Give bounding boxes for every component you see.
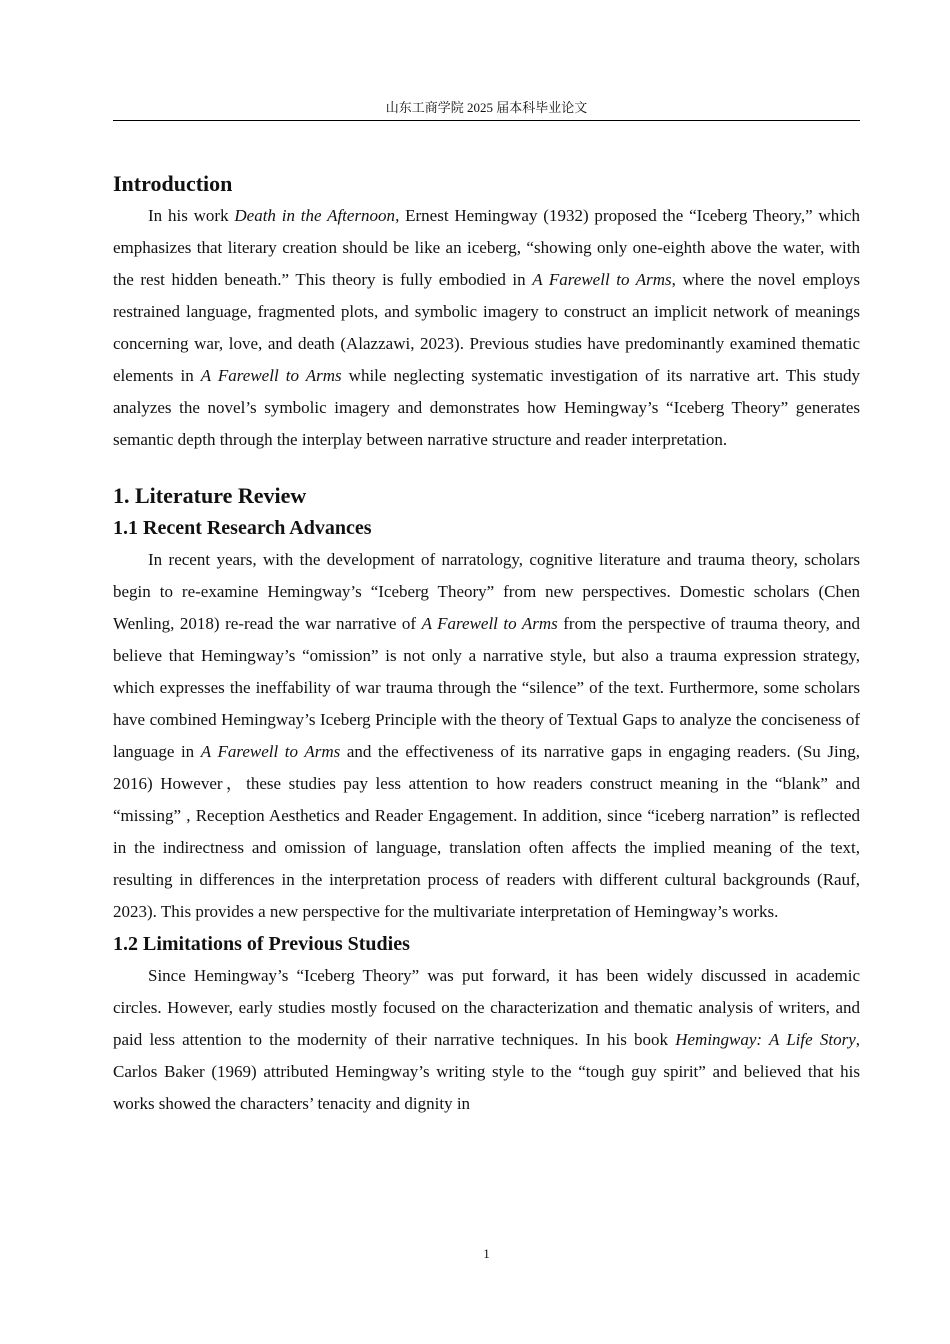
page-number: 1 xyxy=(483,1246,490,1261)
book-title: A Farewell to Arms xyxy=(200,742,341,761)
text-run: In his work xyxy=(148,206,235,225)
section-spacer xyxy=(113,456,860,480)
book-title: A Farewell to Arms xyxy=(200,366,342,385)
text-run: from the perspective of trauma theory, and believe that Hemingway’s “omission” is not only a narrative style, but also a trauma expression strategy, which expresses the ineffability of war trauma through the “silence” of the text. Furthermore, some scholars have combined Hemingway’s Iceberg Principle with the theory of Textual Gaps to analyze the conciseness of language in xyxy=(113,614,860,761)
introduction-paragraph xyxy=(113,200,860,456)
running-header: 山东工商学院 2025 届本科毕业论文 xyxy=(385,100,588,115)
recent-advances-paragraph xyxy=(113,544,860,928)
book-title: Hemingway: A Life Story xyxy=(675,1030,856,1049)
text-run: while neglecting systematic investigation of its narrative art. This study analyzes the novel’s symbolic imagery and demonstrates how Hemingway’s “Iceberg Theory” generates semantic depth through the interplay between narrative structure and reader interpretation. xyxy=(113,366,860,449)
text-run: In recent years, with the development of narratology, cognitive literature and trauma theory, scholars begin to re-examine Hemingway’s “Iceberg Theory” from new perspectives. Domestic scholars (Chen Wenling, 2018) re-read the war narrative of xyxy=(113,550,860,633)
header-rule xyxy=(113,120,860,121)
book-title: A Farewell to Arms xyxy=(532,270,672,289)
text-run: , Ernest Hemingway (1932) proposed the “Iceberg Theory,” which emphasizes that literary creation should be like an iceberg, “showing only one-eighth above the water, with the rest hidden beneath.” This theory is fully embodied in xyxy=(113,206,860,289)
page-content xyxy=(113,168,860,1120)
book-title: A Farewell to Arms xyxy=(421,614,558,633)
subsection-heading-1-1: 1.1 Recent Research Advances xyxy=(113,517,372,539)
introduction-heading: Introduction xyxy=(113,171,233,196)
literature-review-heading: 1. Literature Review xyxy=(113,483,307,508)
subsection-heading-1-2: 1.2 Limitations of Previous Studies xyxy=(113,933,410,955)
limitations-paragraph xyxy=(113,960,860,1120)
text-run: , Carlos Baker (1969) attributed Hemingway’s writing style to the “tough guy spirit” and believed that his works showed the characters’ tenacity and dignity in xyxy=(113,1030,860,1113)
book-title: Death in the Afternoon xyxy=(234,206,396,225)
text-run: Since Hemingway’s “Iceberg Theory” was put forward, it has been widely discussed in academic circles. However, early studies mostly focused on the characterization and thematic analysis of writers, and paid less attention to the modernity of their narrative techniques. In his book xyxy=(113,966,860,1049)
text-run: and the effectiveness of its narrative gaps in engaging readers. (Su Jing, 2016) However，these studies pay less attention to how readers construct meaning in the “blank” and “missing” , Reception Aesthetics and Reader Engagement. In addition, since “iceberg narration” is reflected in the indirectness and omission of language, translation often affects the implied meaning of the text, resulting in differences in the interpretation process of readers with different cultural backgrounds (Rauf, 2023). This provides a new perspective for the multivariate interpretation of Hemingway’s works. xyxy=(113,742,860,921)
text-run: , where the novel employs restrained language, fragmented plots, and symbolic imagery to construct an implicit network of meanings concerning war, love, and death (Alazzawi, 2023). Previous studies have predominantly examined thematic elements in xyxy=(113,270,860,385)
